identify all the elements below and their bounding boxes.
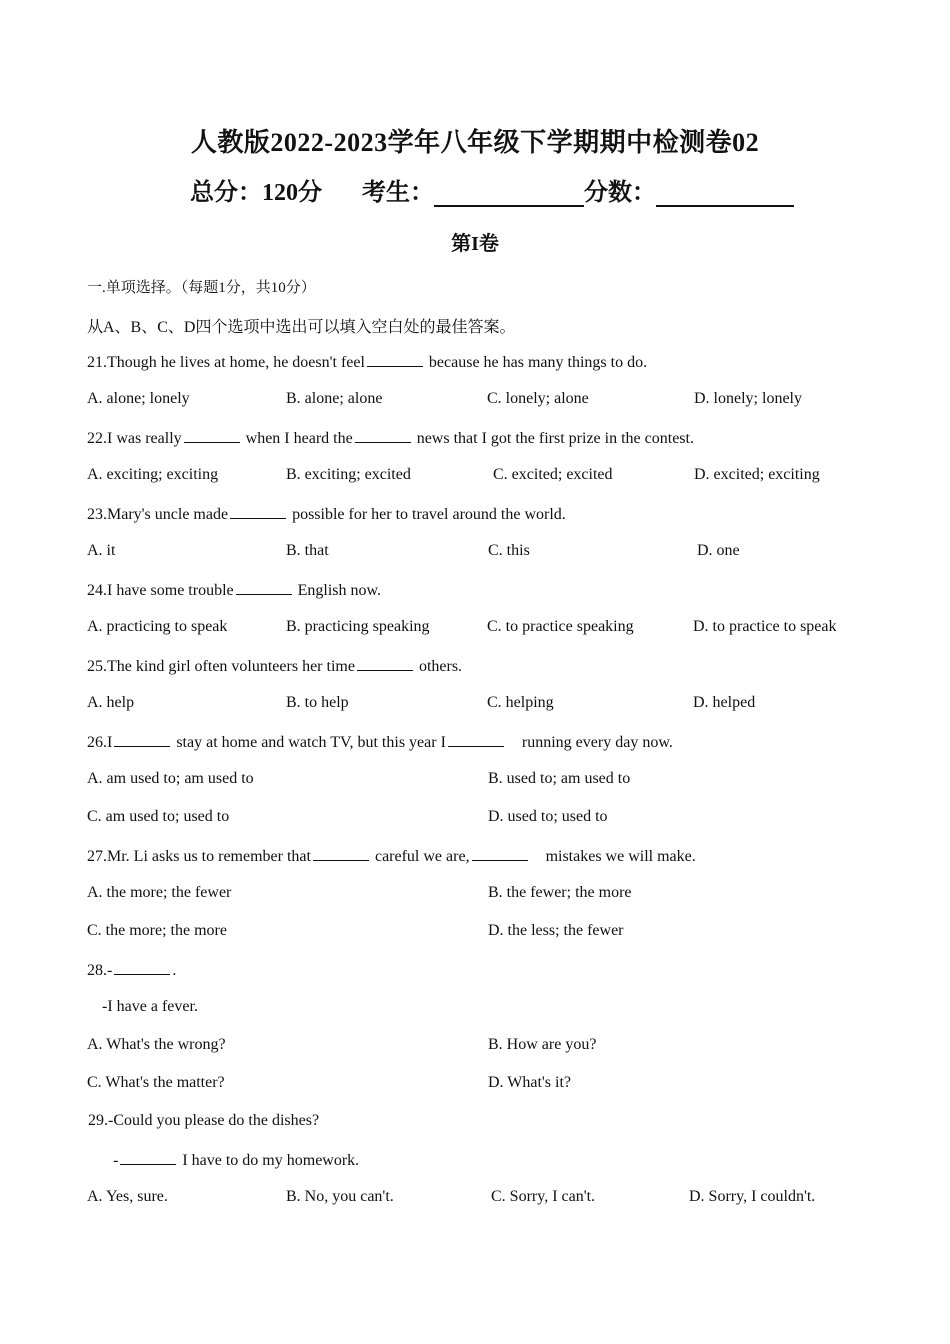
option-a: A. alone; lonely [87,390,190,407]
option-c: C. the more; the more [87,922,227,939]
option-c: C. am used to; used to [87,808,230,825]
option-b: B. that [286,542,329,559]
option-d: D. lonely; lonely [694,390,802,407]
option-d: D. used to; used to [488,808,608,825]
answer-blank [120,1150,176,1165]
option-c: C. lonely; alone [487,390,589,407]
answer-blank [313,846,369,861]
answer-blank [355,428,411,443]
examinee-field[interactable] [434,179,584,207]
option-a: A. am used to; am used to [87,770,254,787]
option-d: D. the less; the fewer [488,922,624,939]
question-29-stem: 29.-Could you please do the dishes? [88,1112,320,1129]
option-c: C. this [488,542,530,559]
volume-heading: 第I卷 [451,233,499,255]
option-d: D. helped [693,694,756,711]
score-line [190,172,794,207]
answer-blank [114,732,170,747]
answer-blank [472,846,528,861]
question-29-reply: - I have to do my homework. [113,1152,360,1169]
option-d: D. excited; exciting [694,466,820,483]
option-d: D. What's it? [488,1074,572,1091]
option-d: D. Sorry, I couldn't. [689,1188,816,1205]
question-22-stem: 22.I was really when I heard the news that I got the first prize in the contest. [87,430,694,447]
examinee-label: 考生： [362,180,434,206]
question-26-stem: 26.I stay at home and watch TV, but this year I running every day now. [87,734,673,751]
question-28-stem: 28.- . [87,962,177,979]
option-b: B. to help [286,694,349,711]
option-a: A. the more; the fewer [87,884,232,901]
option-a: A. help [87,694,135,711]
option-b: B. No, you can't. [286,1188,394,1205]
option-c: C. excited; excited [493,466,613,483]
question-25-stem: 25.The kind girl often volunteers her time others. [87,658,463,675]
option-b: B. exciting; excited [286,466,411,483]
option-b: B. used to; am used to [488,770,631,787]
option-d: D. one [697,542,740,559]
answer-blank [357,656,413,671]
option-a: A. Yes, sure. [87,1188,168,1205]
question-28-reply: -I have a fever. [102,998,198,1015]
option-c: C. What's the matter? [87,1074,225,1091]
option-a: A. practicing to speak [87,618,228,635]
option-a: A. exciting; exciting [87,466,219,483]
score-field[interactable] [656,179,794,207]
score-label: 分数： [584,180,656,206]
option-b: B. alone; alone [286,390,383,407]
option-c: C. helping [487,694,554,711]
option-d: D. to practice to speak [693,618,837,635]
option-c: C. Sorry, I can't. [491,1188,596,1205]
answer-blank [114,960,170,975]
answer-blank [230,504,286,519]
answer-blank [448,732,504,747]
section-heading: 一.单项选择。（每题1分，共10分） [87,280,316,296]
answer-blank [236,580,292,595]
section-instruction: 从A、B、C、D四个选项中选出可以填入空白处的最佳答案。 [87,319,516,336]
answer-blank [367,352,423,367]
option-a: A. it [87,542,116,559]
option-b: B. the fewer; the more [488,884,632,901]
question-24-stem: 24.I have some trouble English now. [87,582,382,599]
question-23-stem: 23.Mary's uncle made possible for her to travel around the world. [87,506,566,523]
page-title: 人教版2022-2023学年八年级下学期期中检测卷02 [190,128,760,157]
option-b: B. practicing speaking [286,618,430,635]
option-a: A. What's the wrong? [87,1036,226,1053]
option-b: B. How are you? [488,1036,597,1053]
question-27-stem: 27.Mr. Li asks us to remember that careful we are, mistakes we will make. [87,848,696,865]
question-21-stem: 21.Though he lives at home, he doesn't feel because he has many things to do. [87,354,648,371]
option-c: C. to practice speaking [487,618,634,635]
total-score: 总分：120分 [190,180,322,206]
answer-blank [184,428,240,443]
